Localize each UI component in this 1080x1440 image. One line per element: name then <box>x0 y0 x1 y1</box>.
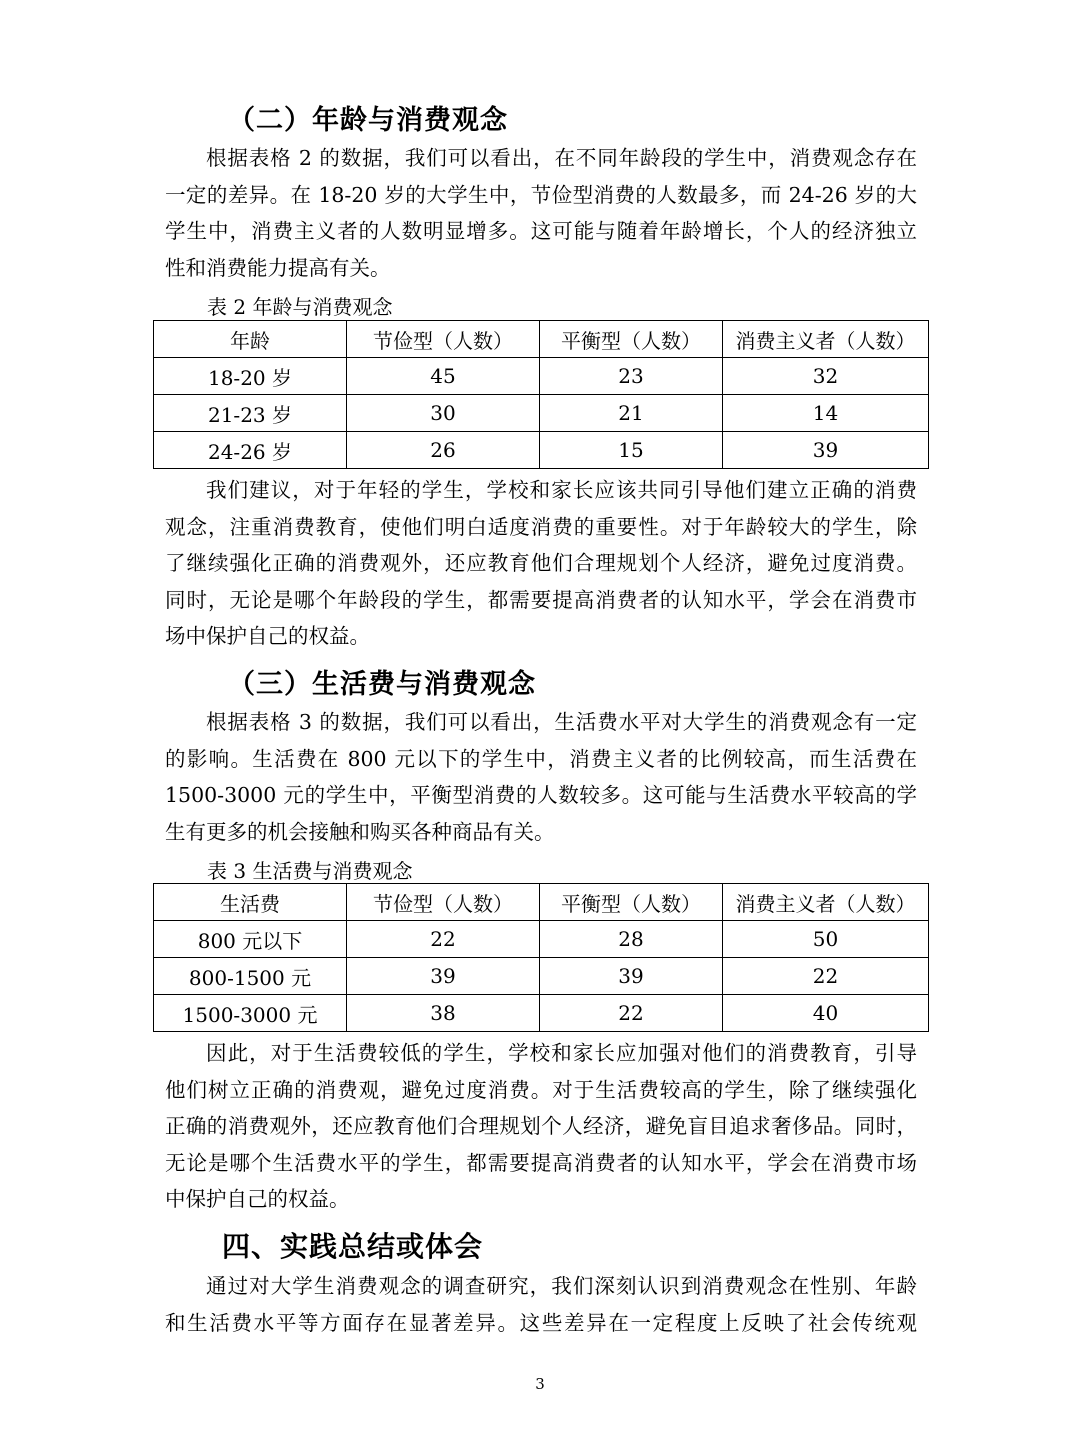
age-advice-paragraph <box>165 472 917 655</box>
age-advice-line: 场中保护自己的权益。 <box>165 624 370 648</box>
table-cell: 45 <box>347 358 540 395</box>
summary-intro-line: 和生活费水平等方面存在显著差异。这些差异在一定程度上反映了社会传统观 <box>165 1310 917 1335</box>
section-heading-living-cost: （三）生活费与消费观念 <box>228 669 536 700</box>
age-consumption-table <box>153 320 929 469</box>
table-row <box>154 958 929 995</box>
living-cost-advice-line: 无论是哪个生活费水平的学生，都需要提高消费者的认知水平，学会在消费市场 <box>165 1150 917 1175</box>
living-cost-advice-line: 因此，对于生活费较低的学生，学校和家长应加强对他们的消费教育，引导 <box>206 1041 917 1065</box>
living-cost-intro-line: 生有更多的机会接触和购买各种商品有关。 <box>165 819 555 844</box>
section-heading-age: （二）年龄与消费观念 <box>228 105 508 136</box>
table-row <box>154 995 929 1032</box>
living-cost-intro-line: 1500-3000 元的学生中，平衡型消费的人数较多。这可能与生活费水平较高的学 <box>165 783 917 807</box>
table-header-cell: 生活费 <box>154 884 347 921</box>
summary-intro-line: 通过对大学生消费观念的调查研究，我们深刻认识到消费观念在性别、年龄 <box>206 1274 917 1298</box>
table-cell: 1500-3000 元 <box>154 995 347 1032</box>
table-cell: 23 <box>540 358 723 395</box>
table-cell: 21-23 岁 <box>154 395 347 432</box>
table-cell: 38 <box>347 995 540 1032</box>
age-advice-line: 了继续强化正确的消费观外，还应教育他们合理规划个人经济，避免过度消费。 <box>165 551 917 575</box>
page-number: 3 <box>535 1375 545 1393</box>
table-header-cell: 年龄 <box>154 321 347 358</box>
section-heading-summary: 四、实践总结或体会 <box>222 1230 484 1263</box>
table-header-cell: 消费主义者（人数） <box>723 884 929 921</box>
table-header-row <box>154 884 929 921</box>
table-cell: 18-20 岁 <box>154 358 347 395</box>
table-cell: 22 <box>347 921 540 958</box>
table-caption-age: 表 2 年龄与消费观念 <box>207 295 393 319</box>
age-advice-line: 我们建议，对于年轻的学生，学校和家长应该共同引导他们建立正确的消费 <box>206 478 917 502</box>
living-cost-intro-line: 根据表格 3 的数据，我们可以看出，生活费水平对大学生的消费观念有一定 <box>206 710 917 734</box>
table-cell: 40 <box>723 995 929 1032</box>
table-cell: 22 <box>723 958 929 995</box>
table-cell: 30 <box>347 395 540 432</box>
table-header-cell: 平衡型（人数） <box>540 321 723 358</box>
table-row <box>154 432 929 469</box>
age-advice-line: 观念，注重消费教育，使他们明白适度消费的重要性。对于年龄较大的学生，除 <box>165 514 917 539</box>
living-cost-advice-line: 正确的消费观外，还应教育他们合理规划个人经济，避免盲目追求奢侈品。同时， <box>165 1114 917 1138</box>
table-cell: 39 <box>347 958 540 995</box>
table-header-cell: 消费主义者（人数） <box>723 321 929 358</box>
table-cell: 28 <box>540 921 723 958</box>
table-cell: 32 <box>723 358 929 395</box>
table-cell: 24-26 岁 <box>154 432 347 469</box>
age-intro-line: 一定的差异。在 18-20 岁的大学生中，节俭型消费的人数最多，而 24-26 岁的大 <box>165 182 917 207</box>
age-intro-line: 性和消费能力提高有关。 <box>165 255 391 280</box>
table-header-cell: 节俭型（人数） <box>347 321 540 358</box>
summary-intro-paragraph <box>165 1268 917 1341</box>
table-header-cell: 平衡型（人数） <box>540 884 723 921</box>
table-cell: 26 <box>347 432 540 469</box>
age-intro-line: 学生中，消费主义者的人数明显增多。这可能与随着年龄增长，个人的经济独立 <box>165 219 917 243</box>
table-row <box>154 358 929 395</box>
age-advice-line: 同时，无论是哪个年龄段的学生，都需要提高消费者的认知水平，学会在消费市 <box>165 587 917 612</box>
table-header-cell: 节俭型（人数） <box>347 884 540 921</box>
age-intro-paragraph <box>165 140 917 286</box>
table-caption-living-cost: 表 3 生活费与消费观念 <box>207 859 413 883</box>
table-cell: 39 <box>723 432 929 469</box>
living-cost-advice-paragraph <box>165 1035 917 1218</box>
table-cell: 50 <box>723 921 929 958</box>
table-cell: 21 <box>540 395 723 432</box>
table-row <box>154 395 929 432</box>
living-cost-advice-line: 中保护自己的权益。 <box>165 1187 350 1211</box>
table-cell: 15 <box>540 432 723 469</box>
table-cell: 14 <box>723 395 929 432</box>
age-intro-line: 根据表格 2 的数据，我们可以看出，在不同年龄段的学生中，消费观念存在 <box>206 146 917 170</box>
living-cost-advice-line: 他们树立正确的消费观，避免过度消费。对于生活费较高的学生，除了继续强化 <box>165 1077 917 1102</box>
table-header-row <box>154 321 929 358</box>
table-cell: 22 <box>540 995 723 1032</box>
table-cell: 39 <box>540 958 723 995</box>
table-cell: 800-1500 元 <box>154 958 347 995</box>
living-cost-intro-line: 的影响。生活费在 800 元以下的学生中，消费主义者的比例较高，而生活费在 <box>165 746 917 771</box>
living-cost-intro-paragraph <box>165 704 917 850</box>
table-cell: 800 元以下 <box>154 921 347 958</box>
living-cost-consumption-table <box>153 883 929 1032</box>
table-row <box>154 921 929 958</box>
